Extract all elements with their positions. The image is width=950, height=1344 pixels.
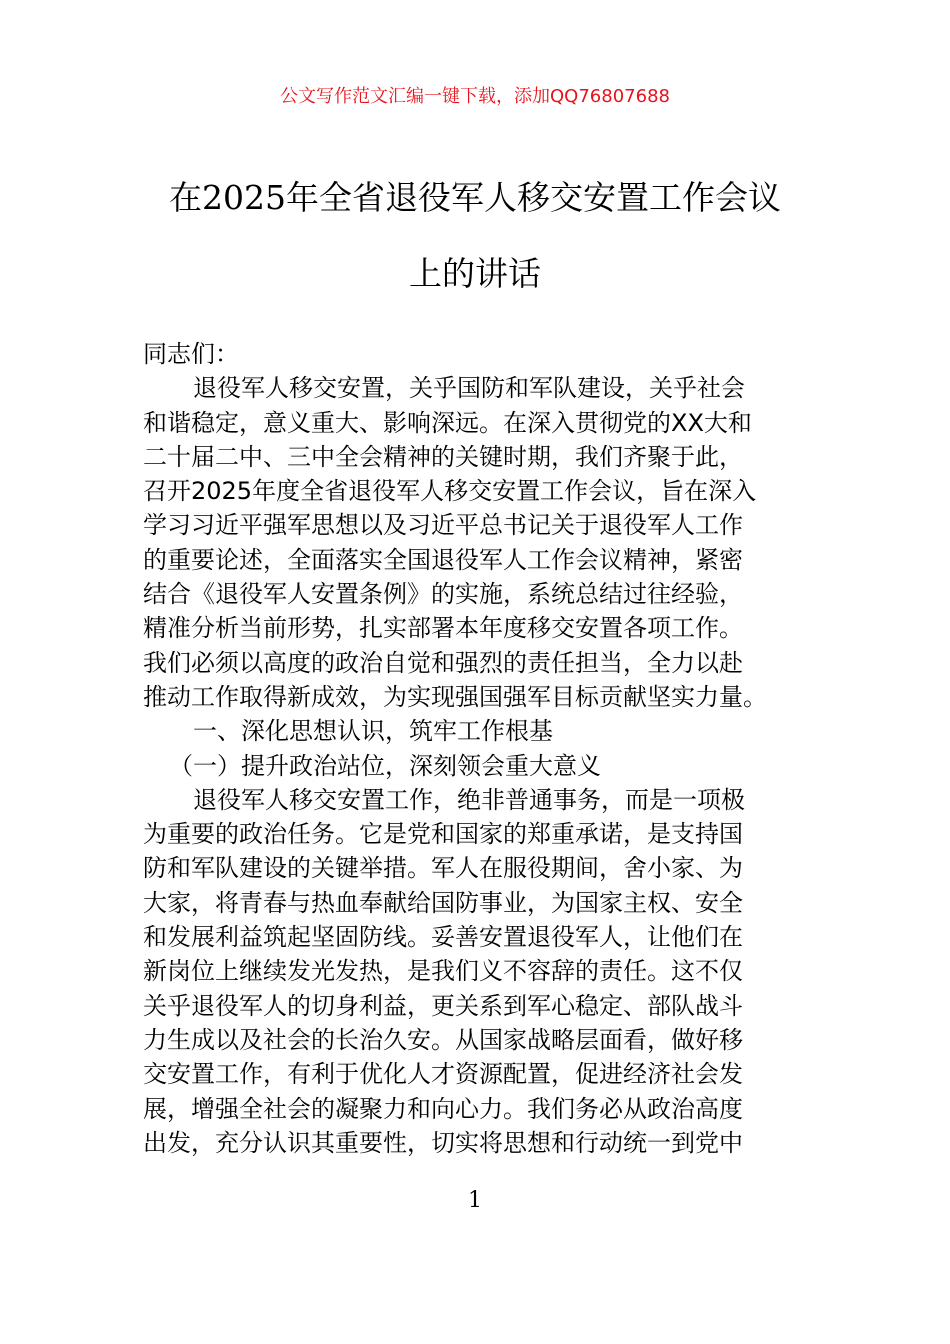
body-line: 结合《退役军人安置条例》的实施，系统总结过往经验， — [143, 580, 743, 609]
body-line: 展，增强全社会的凝聚力和向心力。我们务必从政治高度 — [143, 1094, 743, 1123]
subsection-heading: （一）提升政治站位，深刻领会重大意义 — [169, 751, 601, 780]
section-heading: 一、深化思想认识，筑牢工作根基 — [193, 717, 553, 746]
title-line-2: 上的讲话 — [409, 254, 541, 293]
body-line: 我们必须以高度的政治自觉和强烈的责任担当，全力以赴 — [143, 648, 743, 677]
body-line: 力生成以及社会的长治久安。从国家战略层面看，做好移 — [143, 1025, 743, 1054]
body-line: 新岗位上继续发光发热，是我们义不容辞的责任。这不仅 — [143, 957, 743, 986]
body-line: 推动工作取得新成效，为实现强国强军目标贡献坚实力量。 — [143, 682, 767, 711]
body-line: 防和军队建设的关键举措。军人在服役期间，舍小家、为 — [143, 854, 743, 883]
salutation: 同志们： — [143, 340, 239, 368]
body-line: 和谐稳定，意义重大、影响深远。在深入贯彻党的XX大和 — [143, 408, 752, 437]
body-line: 出发，充分认识其重要性，切实将思想和行动统一到党中 — [143, 1128, 743, 1157]
body-line: 二十届二中、三中全会精神的关键时期，我们齐聚于此， — [143, 442, 743, 471]
document-title — [120, 160, 830, 312]
body-line: 大家，将青春与热血奉献给国防事业，为国家主权、安全 — [143, 888, 743, 917]
body-line: 召开2025年度全省退役军人移交安置工作会议，旨在深入 — [143, 477, 757, 506]
body-line: 学习习近平强军思想以及习近平总书记关于退役军人工作 — [143, 511, 743, 540]
body-line: 交安置工作，有利于优化人才资源配置，促进经济社会发 — [143, 1060, 743, 1089]
body-line: 退役军人移交安置，关乎国防和军队建设，关乎社会 — [193, 374, 745, 403]
page-number: 1 — [468, 1188, 482, 1213]
body-line: 退役军人移交安置工作，绝非普通事务，而是一项极 — [193, 785, 745, 814]
body-line: 的重要论述，全面落实全国退役军人工作会议精神，紧密 — [143, 545, 743, 574]
document-body — [143, 337, 807, 1160]
header-download-note: 公文写作范文汇编一键下载，添加QQ76807688 — [280, 86, 670, 107]
body-line: 关乎退役军人的切身利益，更关系到军心稳定、部队战斗 — [143, 991, 743, 1020]
body-line: 精准分析当前形势，扎实部署本年度移交安置各项工作。 — [143, 614, 743, 643]
body-line: 为重要的政治任务。它是党和国家的郑重承诺，是支持国 — [143, 820, 743, 849]
body-line: 和发展利益筑起坚固防线。妥善安置退役军人，让他们在 — [143, 923, 743, 952]
title-line-1: 在2025年全省退役军人移交安置工作会议 — [169, 178, 781, 217]
